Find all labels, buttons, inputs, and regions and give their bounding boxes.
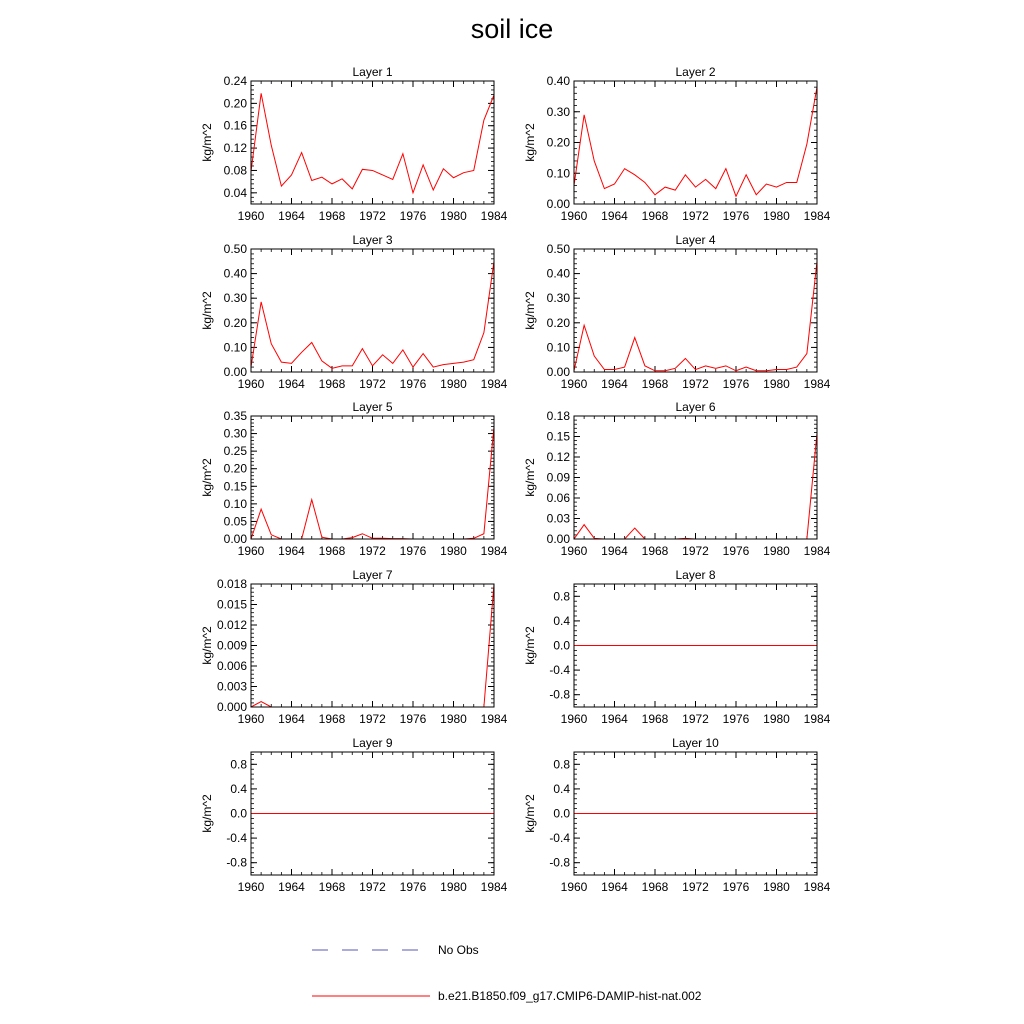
y-tick-label: 0.0 <box>553 638 570 653</box>
panel-title: Layer 9 <box>352 736 393 750</box>
y-tick-label: 0.30 <box>546 291 570 306</box>
panel-1 <box>200 65 508 223</box>
plot-frame <box>251 249 494 372</box>
y-axis-label: kg/m^2 <box>200 626 214 665</box>
x-tick-label: 1968 <box>318 377 346 391</box>
y-tick-label: 0.00 <box>223 365 247 379</box>
y-tick-label: 0.30 <box>223 291 247 306</box>
y-tick-label: -0.4 <box>549 663 570 678</box>
y-tick-label: 0.8 <box>553 589 570 604</box>
panel-title: Layer 4 <box>675 233 716 247</box>
y-tick-label: 0.04 <box>223 185 247 200</box>
legend <box>312 943 702 1003</box>
y-tick-label: 0.00 <box>546 365 570 379</box>
x-tick-label: 1984 <box>803 377 831 391</box>
figure-title: soil ice <box>470 14 554 44</box>
x-tick-label: 1980 <box>763 209 790 223</box>
y-tick-label: 0.40 <box>546 266 570 281</box>
panel-title: Layer 10 <box>672 736 719 750</box>
x-tick-label: 1972 <box>682 880 709 894</box>
legend-label: b.e21.B1850.f09_g17.CMIP6-DAMIP-hist-nat.002 <box>438 989 702 1003</box>
plot-frame <box>251 584 494 707</box>
x-tick-label: 1968 <box>318 544 346 558</box>
panel-7 <box>200 568 508 726</box>
panel-title: Layer 6 <box>675 400 716 414</box>
x-tick-label: 1976 <box>399 544 427 558</box>
y-tick-label: 0.12 <box>223 141 247 156</box>
y-tick-label: 0.4 <box>230 781 247 796</box>
x-tick-label: 1984 <box>480 880 508 894</box>
x-tick-label: 1960 <box>237 712 265 726</box>
y-tick-label: 0.05 <box>223 514 247 529</box>
plot-frame <box>574 249 817 372</box>
y-axis-label: kg/m^2 <box>523 458 537 497</box>
y-tick-label: 0.20 <box>546 315 570 330</box>
x-tick-label: 1976 <box>722 209 750 223</box>
y-tick-label: 0.00 <box>546 532 570 546</box>
legend-label: No Obs <box>438 943 479 957</box>
y-tick-label: 0.009 <box>216 638 247 653</box>
x-tick-label: 1964 <box>278 377 305 391</box>
y-axis-label: kg/m^2 <box>200 291 214 330</box>
x-tick-label: 1960 <box>560 544 588 558</box>
x-tick-label: 1976 <box>399 377 427 391</box>
y-tick-label: 0.40 <box>546 74 570 88</box>
y-tick-label: 0.20 <box>223 96 247 111</box>
y-tick-label: 0.8 <box>230 757 247 772</box>
x-tick-label: 1968 <box>318 880 346 894</box>
x-tick-label: 1960 <box>560 880 588 894</box>
x-tick-label: 1972 <box>682 712 709 726</box>
y-tick-label: 0.18 <box>546 409 570 423</box>
x-tick-label: 1964 <box>601 377 628 391</box>
x-tick-label: 1972 <box>682 377 709 391</box>
x-tick-label: 1960 <box>237 377 265 391</box>
x-tick-label: 1980 <box>440 712 467 726</box>
x-tick-label: 1968 <box>641 712 669 726</box>
plot-frame <box>251 81 494 204</box>
y-tick-label: 0.4 <box>553 613 570 628</box>
panel-10 <box>523 736 831 894</box>
x-tick-label: 1972 <box>359 209 386 223</box>
x-tick-label: 1964 <box>278 880 305 894</box>
x-tick-label: 1968 <box>641 544 669 558</box>
panel-9 <box>200 736 508 894</box>
x-tick-label: 1980 <box>440 377 467 391</box>
plot-frame <box>251 416 494 539</box>
panel-2 <box>523 65 831 223</box>
y-axis-label: kg/m^2 <box>523 291 537 330</box>
y-tick-label: 0.24 <box>223 74 247 88</box>
series-line <box>251 93 494 193</box>
panel-title: Layer 1 <box>352 65 393 79</box>
y-tick-label: 0.08 <box>223 163 247 178</box>
x-tick-label: 1972 <box>359 377 386 391</box>
x-tick-label: 1972 <box>359 880 386 894</box>
x-tick-label: 1972 <box>359 712 386 726</box>
panel-5 <box>200 400 508 558</box>
y-tick-label: 0.00 <box>546 197 570 211</box>
panel-8 <box>523 568 831 726</box>
x-tick-label: 1960 <box>237 544 265 558</box>
x-tick-label: 1964 <box>601 880 628 894</box>
y-tick-label: 0.015 <box>216 597 247 612</box>
y-tick-label: 0.012 <box>216 618 247 632</box>
y-axis-label: kg/m^2 <box>200 458 214 497</box>
x-tick-label: 1960 <box>237 880 265 894</box>
y-tick-label: 0.03 <box>546 511 570 526</box>
series-line <box>574 433 817 539</box>
y-tick-label: 0.000 <box>216 700 247 714</box>
x-tick-label: 1980 <box>763 544 790 558</box>
y-tick-label: -0.8 <box>549 855 570 870</box>
x-tick-label: 1984 <box>480 209 508 223</box>
x-tick-label: 1980 <box>763 880 790 894</box>
y-tick-label: 0.0 <box>230 806 247 821</box>
y-tick-label: -0.4 <box>226 831 247 846</box>
x-tick-label: 1964 <box>601 544 628 558</box>
x-tick-label: 1964 <box>601 712 628 726</box>
y-tick-label: 0.003 <box>216 679 247 694</box>
x-tick-label: 1976 <box>722 544 750 558</box>
y-tick-label: 0.30 <box>223 426 247 441</box>
panel-title: Layer 7 <box>352 568 393 582</box>
y-tick-label: 0.50 <box>546 242 570 256</box>
panel-4 <box>523 233 831 391</box>
x-tick-label: 1960 <box>237 209 265 223</box>
y-tick-label: 0.30 <box>546 104 570 119</box>
y-tick-label: 0.50 <box>223 242 247 256</box>
x-tick-label: 1984 <box>803 544 831 558</box>
y-tick-label: 0.15 <box>546 429 570 444</box>
x-tick-label: 1976 <box>722 377 750 391</box>
y-tick-label: 0.15 <box>223 479 247 494</box>
y-axis-label: kg/m^2 <box>200 123 214 162</box>
y-tick-label: 0.20 <box>223 461 247 476</box>
x-tick-label: 1968 <box>318 209 346 223</box>
y-axis-label: kg/m^2 <box>523 626 537 665</box>
x-tick-label: 1972 <box>682 209 709 223</box>
x-tick-label: 1984 <box>480 712 508 726</box>
y-tick-label: 0.25 <box>223 444 247 459</box>
x-tick-label: 1984 <box>803 209 831 223</box>
x-tick-label: 1980 <box>763 712 790 726</box>
x-tick-label: 1980 <box>440 209 467 223</box>
x-tick-label: 1964 <box>278 209 305 223</box>
y-tick-label: 0.20 <box>546 135 570 150</box>
y-tick-label: 0.35 <box>223 409 247 423</box>
x-tick-label: 1968 <box>641 880 669 894</box>
x-tick-label: 1964 <box>278 544 305 558</box>
x-tick-label: 1976 <box>399 712 427 726</box>
y-tick-label: 0.018 <box>216 577 247 591</box>
x-tick-label: 1984 <box>480 377 508 391</box>
panel-3 <box>200 233 508 391</box>
panel-title: Layer 2 <box>675 65 716 79</box>
x-tick-label: 1968 <box>318 712 346 726</box>
y-tick-label: 0.4 <box>553 781 570 796</box>
x-tick-label: 1984 <box>480 544 508 558</box>
x-tick-label: 1976 <box>399 880 427 894</box>
y-tick-label: 0.0 <box>553 806 570 821</box>
y-axis-label: kg/m^2 <box>523 123 537 162</box>
series-line <box>574 87 817 196</box>
y-tick-label: 0.12 <box>546 450 570 464</box>
x-tick-label: 1980 <box>440 544 467 558</box>
x-tick-label: 1980 <box>763 377 790 391</box>
x-tick-label: 1972 <box>682 544 709 558</box>
y-tick-label: 0.00 <box>223 532 247 546</box>
y-tick-label: 0.16 <box>223 118 247 133</box>
y-tick-label: -0.4 <box>549 831 570 846</box>
panel-title: Layer 5 <box>352 400 393 414</box>
y-axis-label: kg/m^2 <box>200 794 214 833</box>
x-tick-label: 1972 <box>359 544 386 558</box>
x-tick-label: 1960 <box>560 377 588 391</box>
y-tick-label: 0.10 <box>223 340 247 355</box>
x-tick-label: 1984 <box>803 712 831 726</box>
y-tick-label: -0.8 <box>226 855 247 870</box>
x-tick-label: 1976 <box>399 209 427 223</box>
plot-frame <box>574 416 817 539</box>
x-tick-label: 1984 <box>803 880 831 894</box>
panel-6 <box>523 400 831 558</box>
panel-title: Layer 3 <box>352 233 393 247</box>
y-tick-label: 0.006 <box>216 659 247 673</box>
x-tick-label: 1968 <box>641 377 669 391</box>
panel-title: Layer 8 <box>675 568 716 582</box>
series-line <box>251 584 494 707</box>
y-tick-label: 0.10 <box>546 166 570 181</box>
x-tick-label: 1976 <box>722 880 750 894</box>
y-tick-label: 0.20 <box>223 315 247 330</box>
y-tick-label: 0.09 <box>546 470 570 485</box>
series-line <box>251 427 494 539</box>
x-tick-label: 1968 <box>641 209 669 223</box>
x-tick-label: 1960 <box>560 712 588 726</box>
x-tick-label: 1964 <box>278 712 305 726</box>
y-axis-label: kg/m^2 <box>523 794 537 833</box>
y-tick-label: 0.06 <box>546 491 570 505</box>
series-line <box>574 261 817 370</box>
x-tick-label: 1960 <box>560 209 588 223</box>
x-tick-label: 1980 <box>440 880 467 894</box>
y-tick-label: 0.10 <box>223 496 247 511</box>
y-tick-label: 0.40 <box>223 266 247 281</box>
y-tick-label: 0.10 <box>546 340 570 355</box>
x-tick-label: 1976 <box>722 712 750 726</box>
y-tick-label: -0.8 <box>549 687 570 702</box>
series-line <box>251 261 494 368</box>
y-tick-label: 0.8 <box>553 757 570 772</box>
x-tick-label: 1964 <box>601 209 628 223</box>
